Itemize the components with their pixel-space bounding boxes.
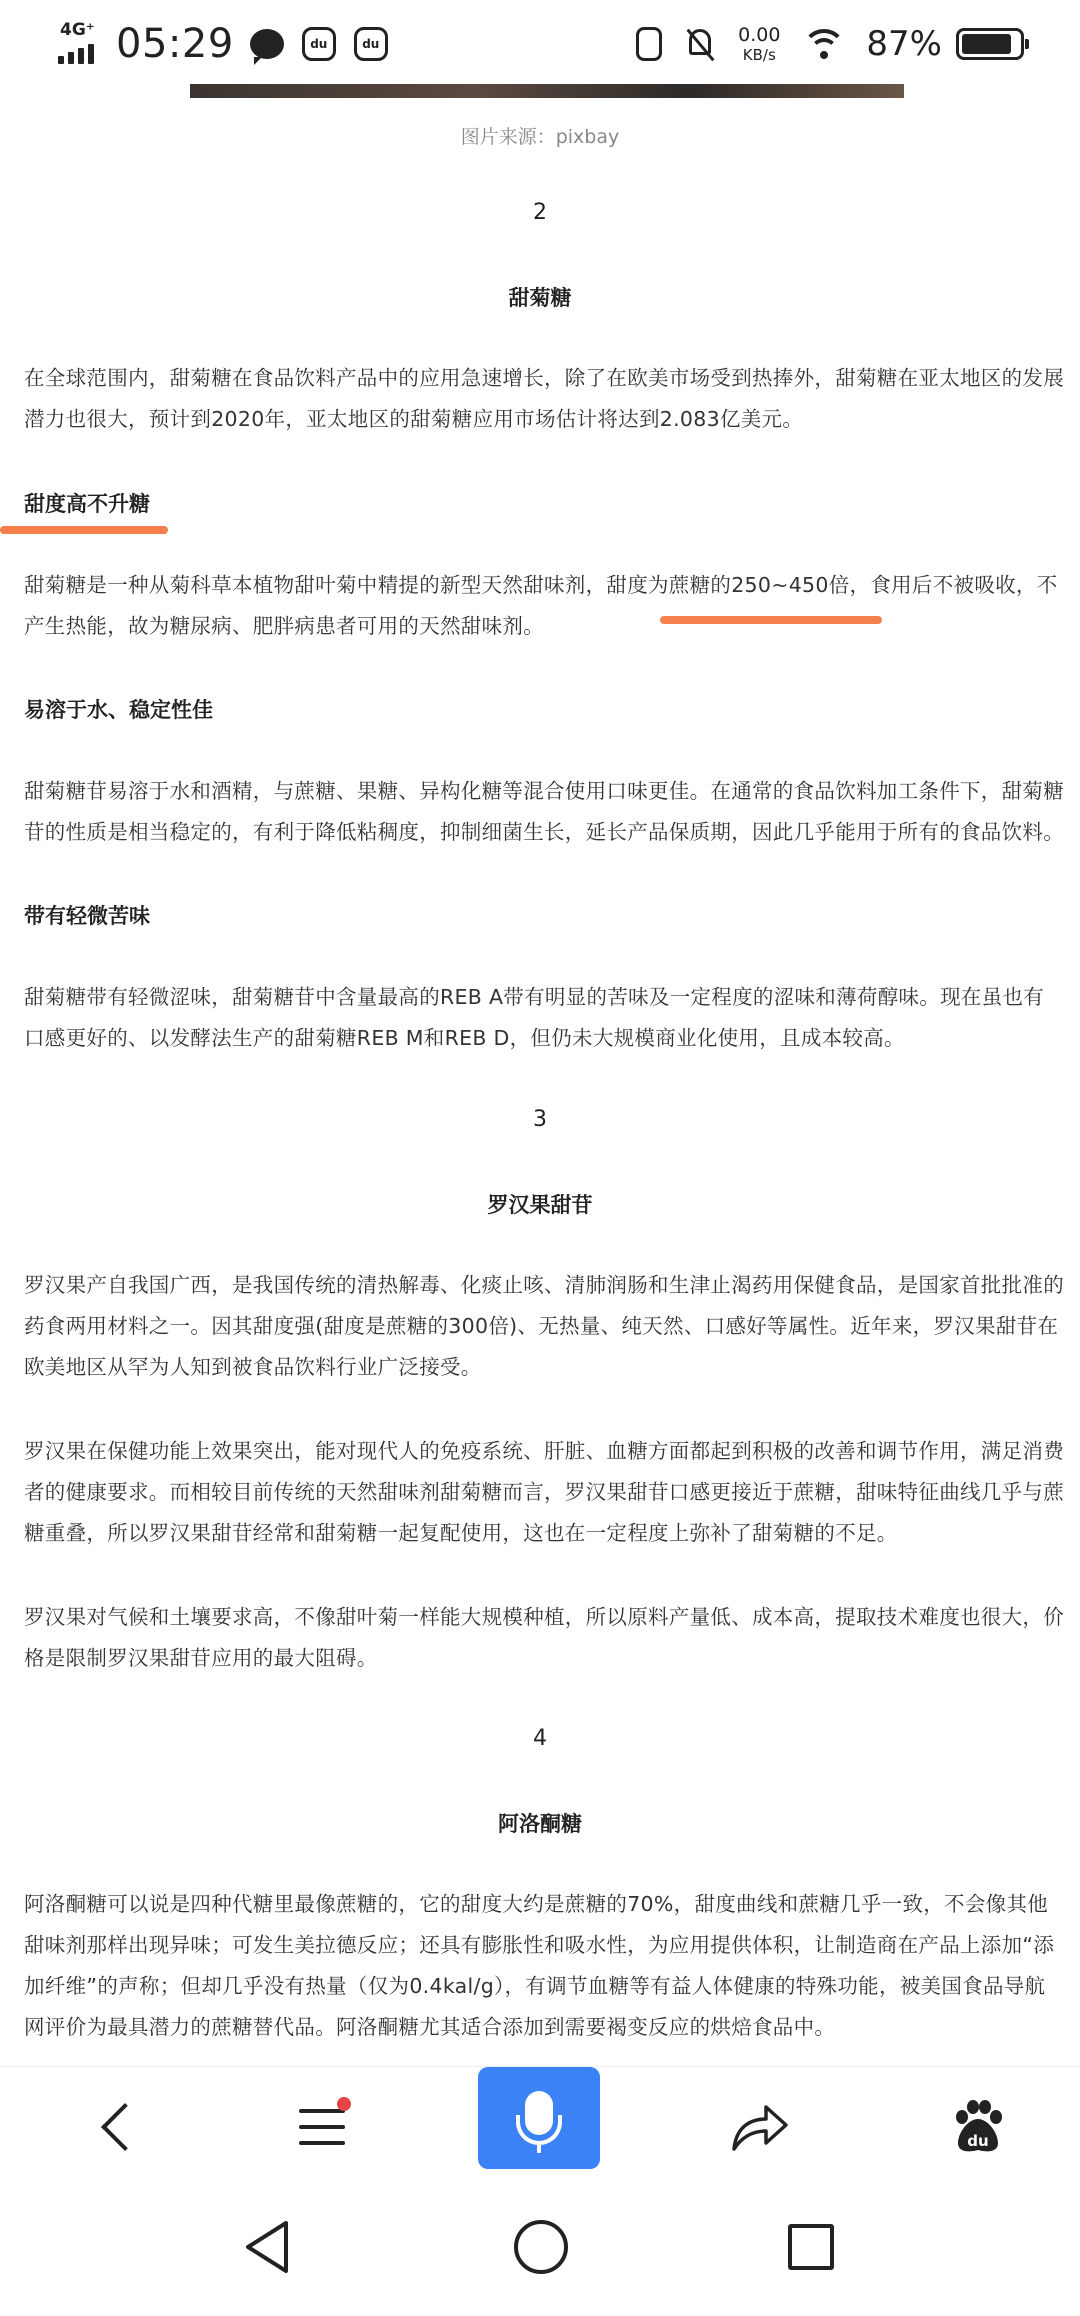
section-intro: 在全球范围内，甜菊糖在食品饮料产品中的应用急速增长，除了在欧美市场受到热捧外，甜菊糖在亚太地区的发展潜力也很大，预计到2020年，亚太地区的甜菊糖应用市场估计将达到2.083亿美元。 [24, 366, 1064, 431]
cellular-signal-icon [56, 22, 104, 66]
nav-back-button[interactable] [232, 2212, 302, 2282]
triangle-back-icon [242, 2219, 292, 2275]
section-title: 罗汉果甜苷 [487, 1193, 593, 1217]
subsection-title: 带有轻微苦味 [24, 904, 150, 928]
network-speed [738, 23, 781, 64]
section-number: 3 [533, 1107, 547, 1132]
menu-button[interactable] [262, 2077, 382, 2177]
section-title: 甜菊糖 [508, 286, 572, 310]
mute-bell-icon [684, 27, 716, 61]
network-type: 4G⁺ [60, 20, 95, 40]
system-navigation-bar [0, 2182, 1080, 2316]
subsection-text: 甜菊糖是一种从菊科草本植物甜叶菊中精提的新型天然甜味剂，甜度为蔗糖的250~450倍，食用后不被吸收，不产生热能，故为糖尿病、肥胖病患者可用的天然甜味剂。 [24, 573, 1058, 638]
subsection-title: 易溶于水、稳定性佳 [24, 698, 213, 722]
section-paragraph: 罗汉果对气候和土壤要求高，不像甜叶菊一样能大规模种植，所以原料产量低、成本高，提取技术难度也很大，价格是限制罗汉果甜苷应用的最大阻碍。 [24, 1605, 1064, 1670]
browser-toolbar [0, 2066, 1080, 2182]
nav-recents-button[interactable] [776, 2212, 846, 2282]
status-bar-left [56, 16, 406, 72]
share-icon [730, 2101, 790, 2153]
baidu-paw-icon [950, 2099, 1006, 2155]
back-button[interactable] [58, 2077, 178, 2177]
notification-dot [337, 2097, 351, 2111]
nav-home-button[interactable] [506, 2212, 576, 2282]
section-number: 4 [533, 1726, 547, 1751]
menu-icon [299, 2107, 345, 2147]
section-title: 阿洛酮糖 [498, 1812, 582, 1836]
image-caption: 图片来源：pixbay [460, 126, 620, 148]
subsection-text: 甜菊糖带有轻微涩味，甜菊糖苷中含量最高的REB A带有明显的苦味及一定程度的涩味和薄荷醇味。现在虽也有口感更好的、以发酵法生产的甜菊糖REB M和REB D，但仍未大规模商业化使用，且成本较高。 [24, 985, 1045, 1050]
baidu-home-button[interactable] [918, 2077, 1038, 2177]
section-paragraph: 罗汉果产自我国广西，是我国传统的清热解毒、化痰止咳、清肺润肠和生津止渴药用保健食品，是国家首批批准的药食两用材料之一。因其甜度强(甜度是蔗糖的300倍)、无热量、纯天然、口感好等属性。近年来，罗汉果甜苷在欧美地区从罕为人知到被食品饮料行业广泛接受。 [24, 1273, 1064, 1379]
section-paragraph: 罗汉果在保健功能上效果突出，能对现代人的免疫系统、肝脏、血糖方面都起到积极的改善和调节作用，满足消费者的健康要求。而相较目前传统的天然甜味剂甜菊糖而言，罗汉果甜苷口感更接近于蔗糖，甜味特征曲线几乎与蔗糖重叠，所以罗汉果甜苷经常和甜菊糖一起复配使用，这也在一定程度上弥补了甜菊糖的不足。 [24, 1439, 1064, 1545]
status-bar [0, 0, 1080, 84]
share-button[interactable] [700, 2077, 820, 2177]
battery-percent: 87% [866, 24, 942, 64]
svg-text:du: du [967, 2132, 989, 2150]
subsection-title: 甜度高不升糖 [24, 492, 150, 516]
highlight-underline [660, 616, 882, 624]
square-recents-icon [788, 2224, 834, 2270]
status-bar-right [636, 16, 1024, 72]
network-speed-value: 0.00 [738, 23, 781, 46]
status-time: 05:29 [116, 21, 234, 67]
section-paragraph: 阿洛酮糖可以说是四种代糖里最像蔗糖的，它的甜度大约是蔗糖的70%，甜度曲线和蔗糖几乎一致，不会像其他甜味剂那样出现异味；可发生美拉德反应；还具有膨胀性和吸水性，为应用提供体积，让制造商在产品上添加“添加纤维”的声称；但却几乎没有热量（仅为0.4kal/g），有调节血糖等有益人体健康的特殊功能，被美国食品导航网评价为最具潜力的蔗糖替代品。阿洛酮糖尤其适合添加到需要褐变反应的烘焙食品中。 [24, 1892, 1055, 2039]
chat-notification-icon [250, 29, 284, 59]
subsection-text: 甜菊糖苷易溶于水和酒精，与蔗糖、果糖、异构化糖等混合使用口味更佳。在通常的食品饮料加工条件下，甜菊糖苷的性质是相当稳定的，有利于降低粘稠度，抑制细菌生长，延长产品保质期，因此几乎能用于所有的食品饮料。 [24, 779, 1064, 844]
battery-icon [956, 28, 1024, 60]
du-app-notification-icon: du [302, 27, 336, 61]
circle-home-icon [514, 2220, 568, 2274]
vibrate-icon [636, 27, 662, 61]
network-speed-unit: KB/s [742, 45, 776, 64]
section-number: 2 [533, 200, 547, 225]
voice-search-button[interactable] [478, 2067, 600, 2169]
chevron-left-icon [101, 2103, 149, 2151]
wifi-icon [802, 27, 846, 61]
highlight-underline [0, 526, 168, 534]
article-image [190, 84, 904, 98]
du-app-notification-icon-2: du [354, 27, 388, 61]
article-content[interactable] [0, 84, 1080, 2066]
